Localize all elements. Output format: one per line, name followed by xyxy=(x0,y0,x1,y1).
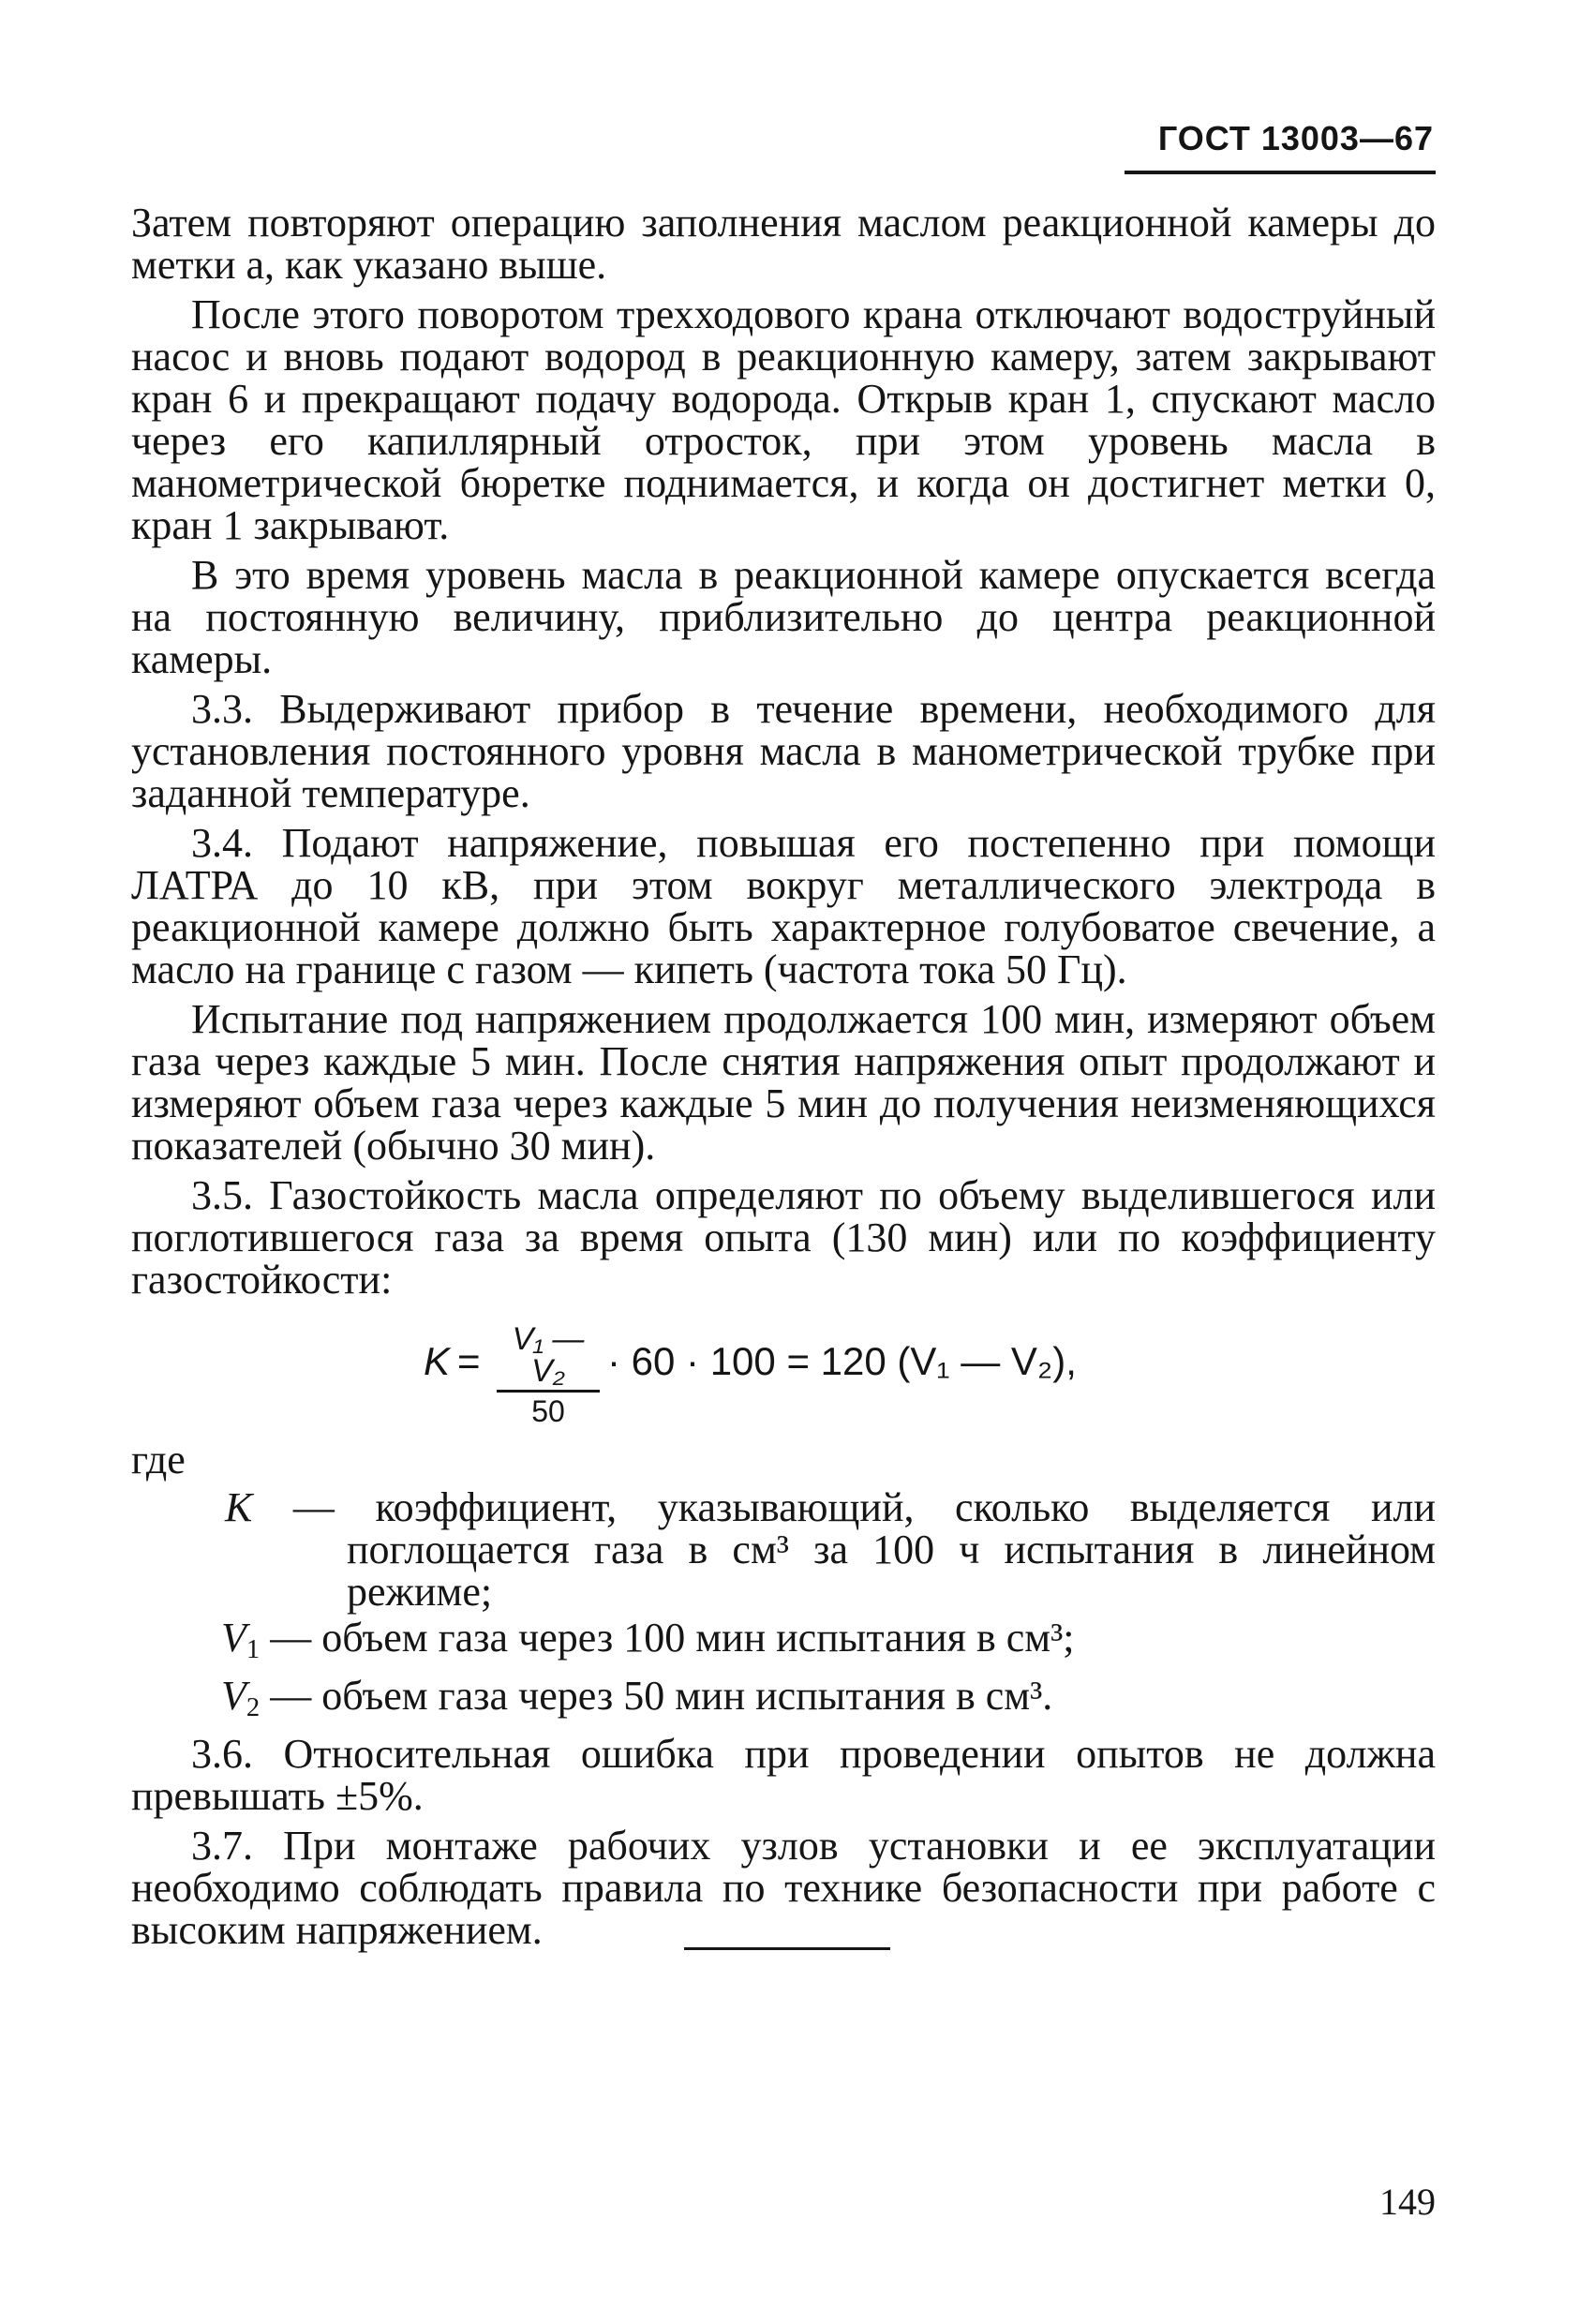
where-label: где xyxy=(131,1437,186,1482)
definition-k-text: — коэффициент, указывающий, сколько выделяется или поглощается газа в см³ за 100 ч испытания в линейном режиме; xyxy=(252,1484,1436,1615)
formula-denominator: 50 xyxy=(531,1394,565,1428)
paragraph-3-6: 3.6. Относительная ошибка при проведении опытов не должна превышать ±5%. xyxy=(131,1731,1436,1820)
formula-lhs: K xyxy=(424,1339,451,1383)
definition-v2-symbol: V xyxy=(221,1673,246,1720)
definition-v1-subscript: 1 xyxy=(246,1635,261,1665)
paragraph-3-3: 3.3. Выдерживают прибор в течение времени, необходимого для установления постоянного уровня масла в манометрической трубке при заданной температуре. xyxy=(131,686,1436,816)
gas-stability-formula xyxy=(131,1323,1436,1431)
paragraph-3-7: 3.7. При монтаже рабочих узлов установки и ее эксплуатации необходимо соблюдать правила по технике безопасности при работе с высоким напряжением. xyxy=(131,1823,1436,1954)
document-code-header: ГОСТ 13003—67 xyxy=(1157,119,1434,157)
end-rule xyxy=(684,1947,890,1950)
header-rule xyxy=(1125,171,1436,174)
paragraph-test-duration: Испытание под напряжением продолжается 100 мин, измеряют объем газа через каждые 5 мин. После снятия напряжения опыт продолжают и измеряют объем газа через каждые 5 мин до получения неизменяющихся показателей (обычно 30 мин). xyxy=(131,996,1436,1169)
page-body xyxy=(131,201,1436,1959)
definition-v1-symbol: V xyxy=(221,1615,246,1661)
definition-v2-text: — объем газа через 50 мин испытания в см³. xyxy=(260,1673,1053,1720)
definition-v1-text: — объем газа через 100 мин испытания в см³; xyxy=(260,1615,1075,1661)
paragraph-3-5: 3.5. Газостойкость масла определяют по объему выделившегося или поглотившегося газа за время опыта (130 мин) или по коэффициенту газостойкости: xyxy=(131,1172,1436,1303)
page-number: 149 xyxy=(1379,2181,1436,2223)
formula-equals: = xyxy=(457,1339,481,1383)
formula-rest: · 60 · 100 = 120 (V₁ — V₂), xyxy=(607,1339,1077,1383)
formula-numerator: V₁ — V₂ xyxy=(512,1321,585,1389)
definition-k-symbol: K xyxy=(225,1484,253,1530)
paragraph-3: В это время уровень масла в реакционной камере опускается всегда на постоянную величину, приблизительно до центра реакционной камеры. xyxy=(131,552,1436,682)
definition-v2 xyxy=(131,1675,1436,1729)
paragraph-3-4: 3.4. Подают напряжение, повышая его постепенно при помощи ЛАТРА до 10 кВ, при этом вокруг металлического электрода в реакционной камере должно быть характерное голубоватое свечение, а масло на границе с газом — кипеть (частота тока 50 Гц). xyxy=(131,820,1436,992)
definition-k xyxy=(131,1486,1436,1613)
definition-v2-subscript: 2 xyxy=(246,1693,261,1723)
paragraph-2: После этого поворотом трехходового крана отключают водоструйный насос и вновь подают водород в реакционную камеру, затем закрывают кран 6 и прекращают подачу водорода. Открыв кран 1, спускают масло через его капиллярный отросток, при этом уровень масла в манометрической бюретке поднимается, и когда он достигнет метки 0, кран 1 закрывают. xyxy=(131,291,1436,548)
formula-fraction xyxy=(497,1323,600,1426)
paragraph-1: Затем повторяют операцию заполнения маслом реакционной камеры до метки a, как указано выше. xyxy=(131,200,1436,288)
definition-v1 xyxy=(131,1616,1436,1671)
